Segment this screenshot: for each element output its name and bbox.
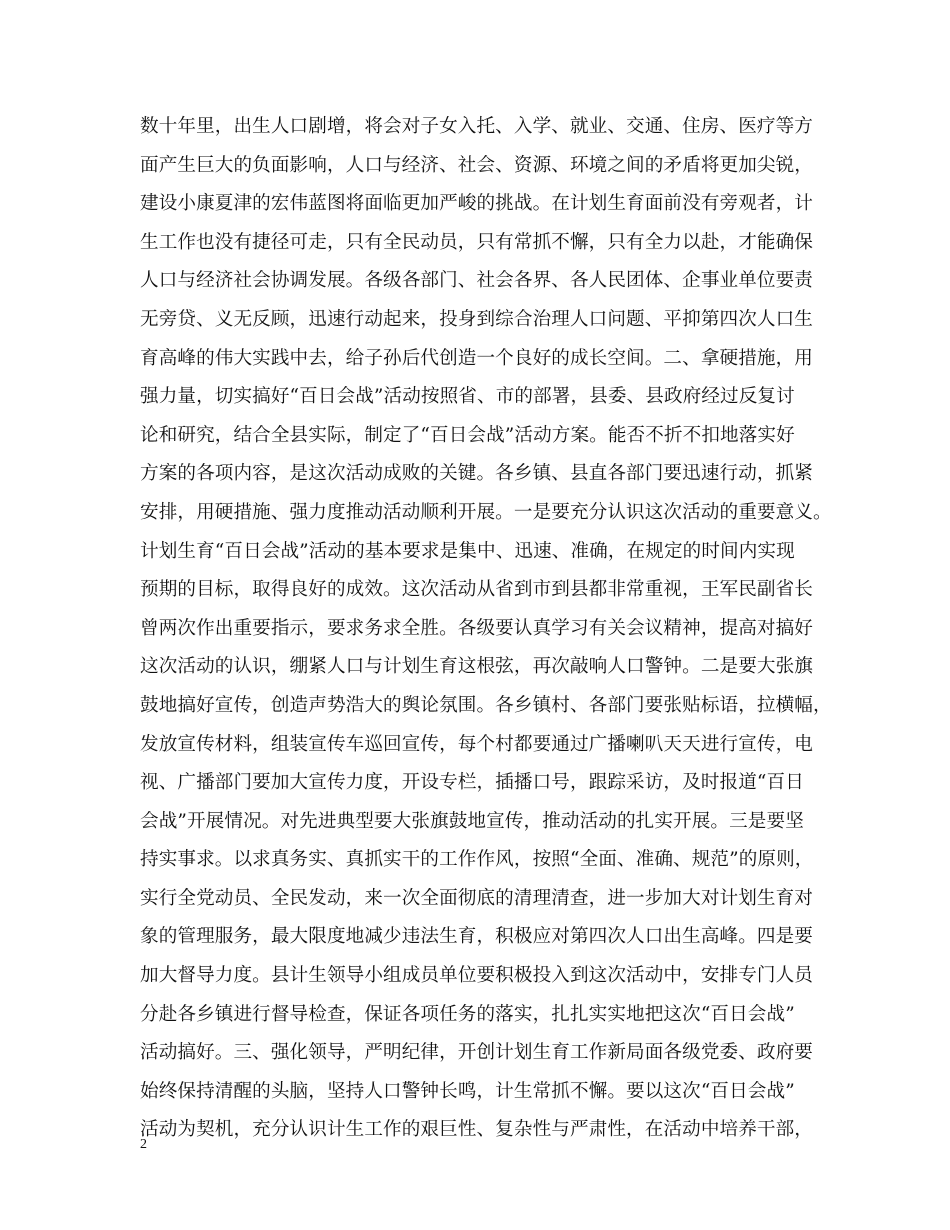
text-line: 人口与经济社会协调发展。各级各部门、社会各界、各人民团体、企事业单位要责 xyxy=(140,270,813,292)
text-line: 持实事求。以求真务实、真抓实干的工作作风，按照“全面、准确、规范”的原则， xyxy=(140,849,814,871)
text-line: 曾两次作出重要指示，要求务求全胜。各级要认真学习有关会议精神，提高对搞好 xyxy=(140,617,813,639)
text-line: 发放宣传材料，组装宣传车巡回宣传，每个村都要通过广播喇叭天天进行宣传，电 xyxy=(140,733,813,755)
text-line: 预期的目标，取得良好的成效。这次活动从省到市到县都非常重视，王军民副省长 xyxy=(140,579,813,601)
body-text xyxy=(140,108,840,1150)
text-line: 实行全党动员、全民发动，来一次全面彻底的清理清查，进一步加大对计划生育对 xyxy=(140,887,813,909)
text-line: 鼓地搞好宣传，创造声势浩大的舆论氛围。各乡镇村、各部门要张贴标语，拉横幅， xyxy=(140,694,832,716)
text-line: 会战”开展情况。对先进典型要大张旗鼓地宣传，推动活动的扎实开展。三是要坚 xyxy=(140,810,804,832)
text-line: 论和研究，结合全县实际，制定了“百日会战”活动方案。能否不折不扣地落实好 xyxy=(140,424,795,446)
text-line: 无旁贷、义无反顾，迅速行动起来，投身到综合治理人口问题、平抑第四次人口生 xyxy=(140,308,813,330)
text-line: 活动为契机，充分认识计生工作的艰巨性、复杂性与严肃性，在活动中培养干部， xyxy=(140,1119,813,1141)
text-line: 建设小康夏津的宏伟蓝图将面临更加严峻的挑战。在计划生育面前没有旁观者，计 xyxy=(140,193,813,215)
text-line: 活动搞好。三、强化领导，严明纪律，开创计划生育工作新局面各级党委、政府要 xyxy=(140,1042,813,1064)
text-line: 数十年里，出生人口剧增，将会对子女入托、入学、就业、交通、住房、医疗等方 xyxy=(140,116,813,137)
text-line: 象的管理服务，最大限度地减少违法生育，积极应对第四次人口出生高峰。四是要 xyxy=(140,926,813,948)
text-line: 生工作也没有捷径可走，只有全民动员，只有常抓不懈，只有全力以赴，才能确保 xyxy=(140,231,813,253)
text-line: 安排，用硬措施、强力度推动活动顺利开展。一是要充分认识这次活动的重要意义。 xyxy=(140,501,832,523)
page-number: 2 xyxy=(140,1137,147,1152)
text-line: 强力量，切实搞好“百日会战”活动按照省、市的部署，县委、县政府经过反复讨 xyxy=(140,386,795,408)
text-line: 始终保持清醒的头脑，坚持人口警钟长鸣，计生常抓不懈。要以这次“百日会战” xyxy=(140,1080,795,1102)
text-line: 分赴各乡镇进行督导检查，保证各项任务的落实，扎扎实实地把这次“百日会战” xyxy=(140,1003,795,1025)
text-line: 加大督导力度。县计生领导小组成员单位要积极投入到这次活动中，安排专门人员 xyxy=(140,965,813,987)
text-line: 育高峰的伟大实践中去，给子孙后代创造一个良好的成长空间。二、拿硬措施，用 xyxy=(140,347,813,369)
text-line: 方案的各项内容，是这次活动成败的关键。各乡镇、县直各部门要迅速行动，抓紧 xyxy=(140,463,813,485)
text-line: 面产生巨大的负面影响，人口与经济、社会、资源、环境之间的矛盾将更加尖锐， xyxy=(140,154,813,176)
text-line: 这次活动的认识，绷紧人口与计划生育这根弦，再次敲响人口警钟。二是要大张旗 xyxy=(140,656,813,678)
text-line: 计划生育“百日会战”活动的基本要求是集中、迅速、准确，在规定的时间内实现 xyxy=(140,540,795,562)
text-line: 视、广播部门要加大宣传力度，开设专栏，插播口号，跟踪采访，及时报道“百日 xyxy=(140,772,804,794)
